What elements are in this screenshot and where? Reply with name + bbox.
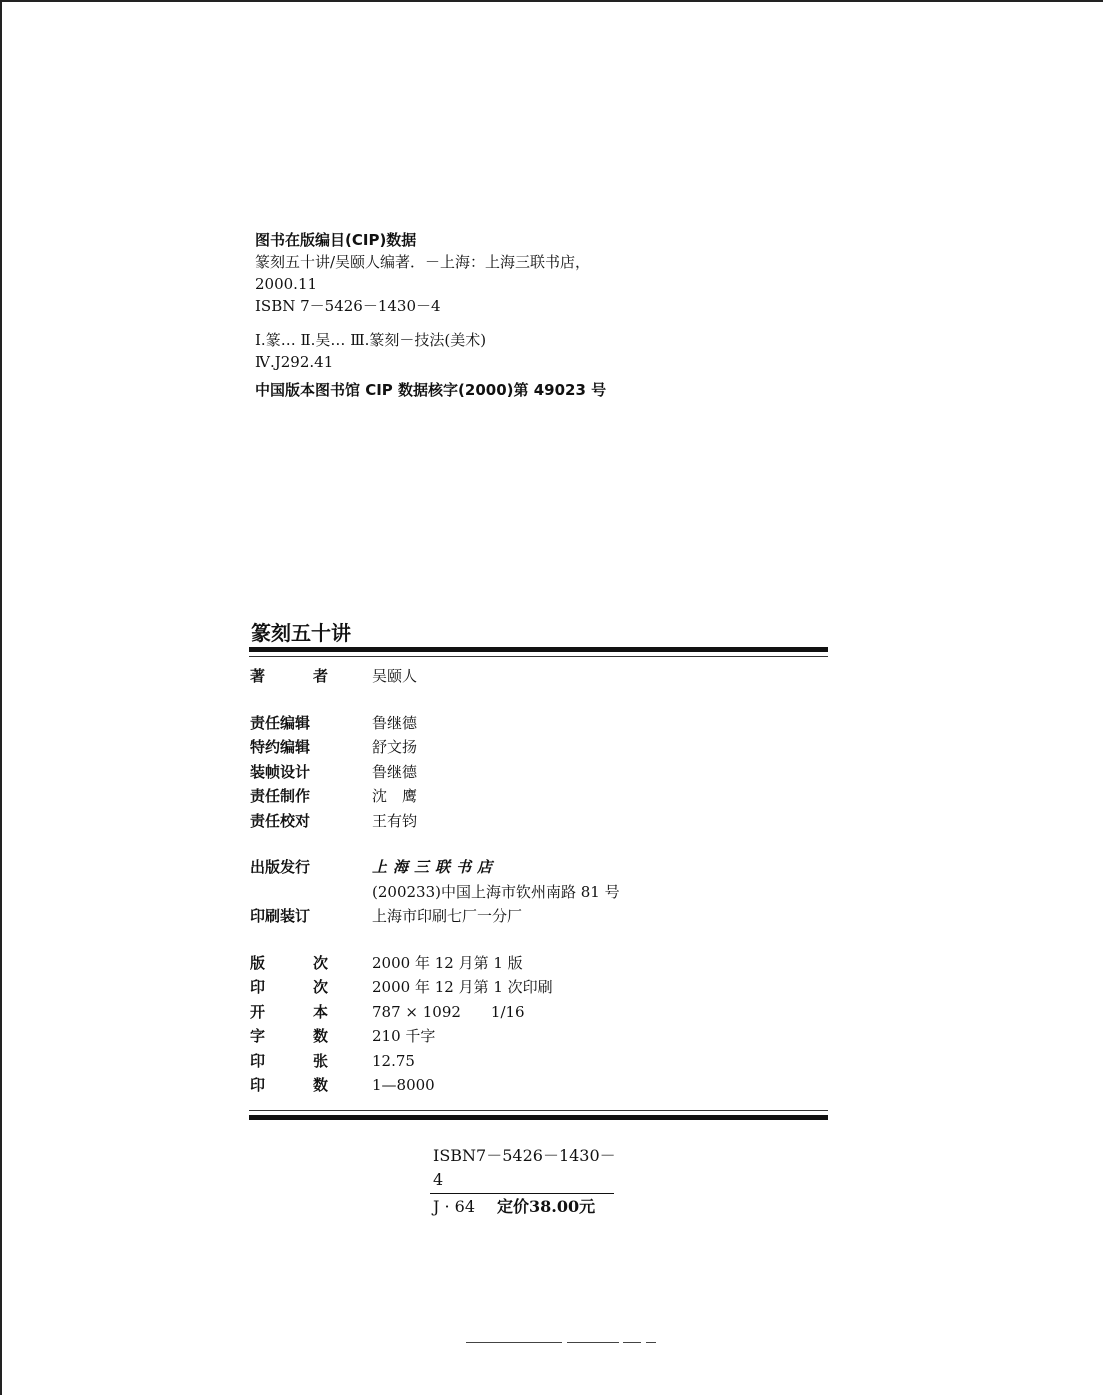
footer-dash xyxy=(466,1342,562,1343)
editor-value: 鲁继德 xyxy=(372,762,418,781)
cip-date-line: 2000.11 xyxy=(255,275,318,293)
editor-value: 舒文扬 xyxy=(372,738,418,756)
printer-value: 上海市印刷七厂一分厂 xyxy=(372,907,523,925)
bottom-rule-thick xyxy=(249,1115,828,1120)
publisher-name: 上海三联书店 xyxy=(372,858,499,876)
price: 定价38.00元 xyxy=(497,1197,596,1216)
editor-row xyxy=(250,784,810,809)
spec-label: 印 次 xyxy=(250,978,328,996)
cip-title-line: 篆刻五十讲/吴颐人编著．－上海：上海三联书店， xyxy=(255,253,591,271)
editor-label: 责任校对 xyxy=(250,811,311,830)
spec-row xyxy=(250,951,810,976)
footer-dash xyxy=(567,1342,619,1343)
cip-data-block xyxy=(255,229,775,401)
publisher-label: 出版发行 xyxy=(250,858,311,876)
spec-row xyxy=(250,975,810,1000)
section-code: J · 64 xyxy=(433,1197,476,1216)
cip-isbn-line: ISBN 7－5426－1430－4 xyxy=(255,297,441,315)
cip-verification-line: 中国版本图书馆 CIP 数据核字(2000)第 49023 号 xyxy=(255,381,607,399)
author-value: 吴颐人 xyxy=(372,667,418,685)
editor-value: 沈 鹰 xyxy=(372,787,418,805)
cip-subjects-line: Ⅰ.篆… Ⅱ.吴… Ⅲ.篆刻－技法(美术) xyxy=(255,331,487,349)
spec-value: 1—8000 xyxy=(372,1076,435,1094)
publisher-address: (200233)中国上海市钦州南路 81 号 xyxy=(372,882,620,901)
spec-label: 印 张 xyxy=(250,1051,328,1070)
editor-label: 责任制作 xyxy=(250,787,311,805)
address-row xyxy=(250,880,810,905)
author-label: 著 者 xyxy=(250,667,328,685)
spec-row xyxy=(250,1000,810,1025)
isbn-price-block xyxy=(430,1144,616,1218)
spec-row xyxy=(250,1024,810,1049)
spec-value: 787 × 1092 1/16 xyxy=(372,1002,525,1021)
printer-row xyxy=(250,904,810,929)
cip-classification-line: Ⅳ.J292.41 xyxy=(255,353,334,371)
footer-dash xyxy=(623,1342,641,1343)
spec-label: 开 本 xyxy=(250,1002,328,1021)
isbn-divider xyxy=(430,1193,614,1194)
spec-row xyxy=(250,1073,810,1098)
publisher-row xyxy=(250,855,810,880)
editor-value: 王有钧 xyxy=(372,811,418,830)
spec-row xyxy=(250,1049,810,1074)
editor-row xyxy=(250,735,810,760)
price-row xyxy=(430,1196,616,1218)
editor-value: 鲁继德 xyxy=(372,713,418,732)
editor-label: 装帧设计 xyxy=(250,762,311,781)
footer-dash xyxy=(646,1342,656,1343)
top-rule-thin xyxy=(249,656,828,657)
spec-value: 2000 年 12 月第 1 次印刷 xyxy=(372,978,553,996)
editor-row xyxy=(250,711,810,736)
spec-label: 字 数 xyxy=(250,1027,328,1045)
bottom-rule-thin xyxy=(249,1110,828,1111)
isbn-number: ISBN7－5426－1430－4 xyxy=(433,1146,616,1189)
spec-value: 12.75 xyxy=(372,1051,415,1070)
spec-label: 版 次 xyxy=(250,953,328,972)
top-rule-thick xyxy=(249,647,828,652)
cip-heading: 图书在版编目(CIP)数据 xyxy=(255,231,417,249)
spec-value: 210 千字 xyxy=(372,1027,436,1045)
editor-row xyxy=(250,760,810,785)
editor-row xyxy=(250,809,810,834)
editor-label: 责任编辑 xyxy=(250,713,311,732)
spec-label: 印 数 xyxy=(250,1076,328,1094)
book-title: 篆刻五十讲 xyxy=(251,621,351,645)
author-row xyxy=(250,664,810,689)
colophon xyxy=(250,664,810,1098)
printer-label: 印刷装订 xyxy=(250,907,311,925)
spec-value: 2000 年 12 月第 1 版 xyxy=(372,953,523,972)
editor-label: 特约编辑 xyxy=(250,738,311,756)
